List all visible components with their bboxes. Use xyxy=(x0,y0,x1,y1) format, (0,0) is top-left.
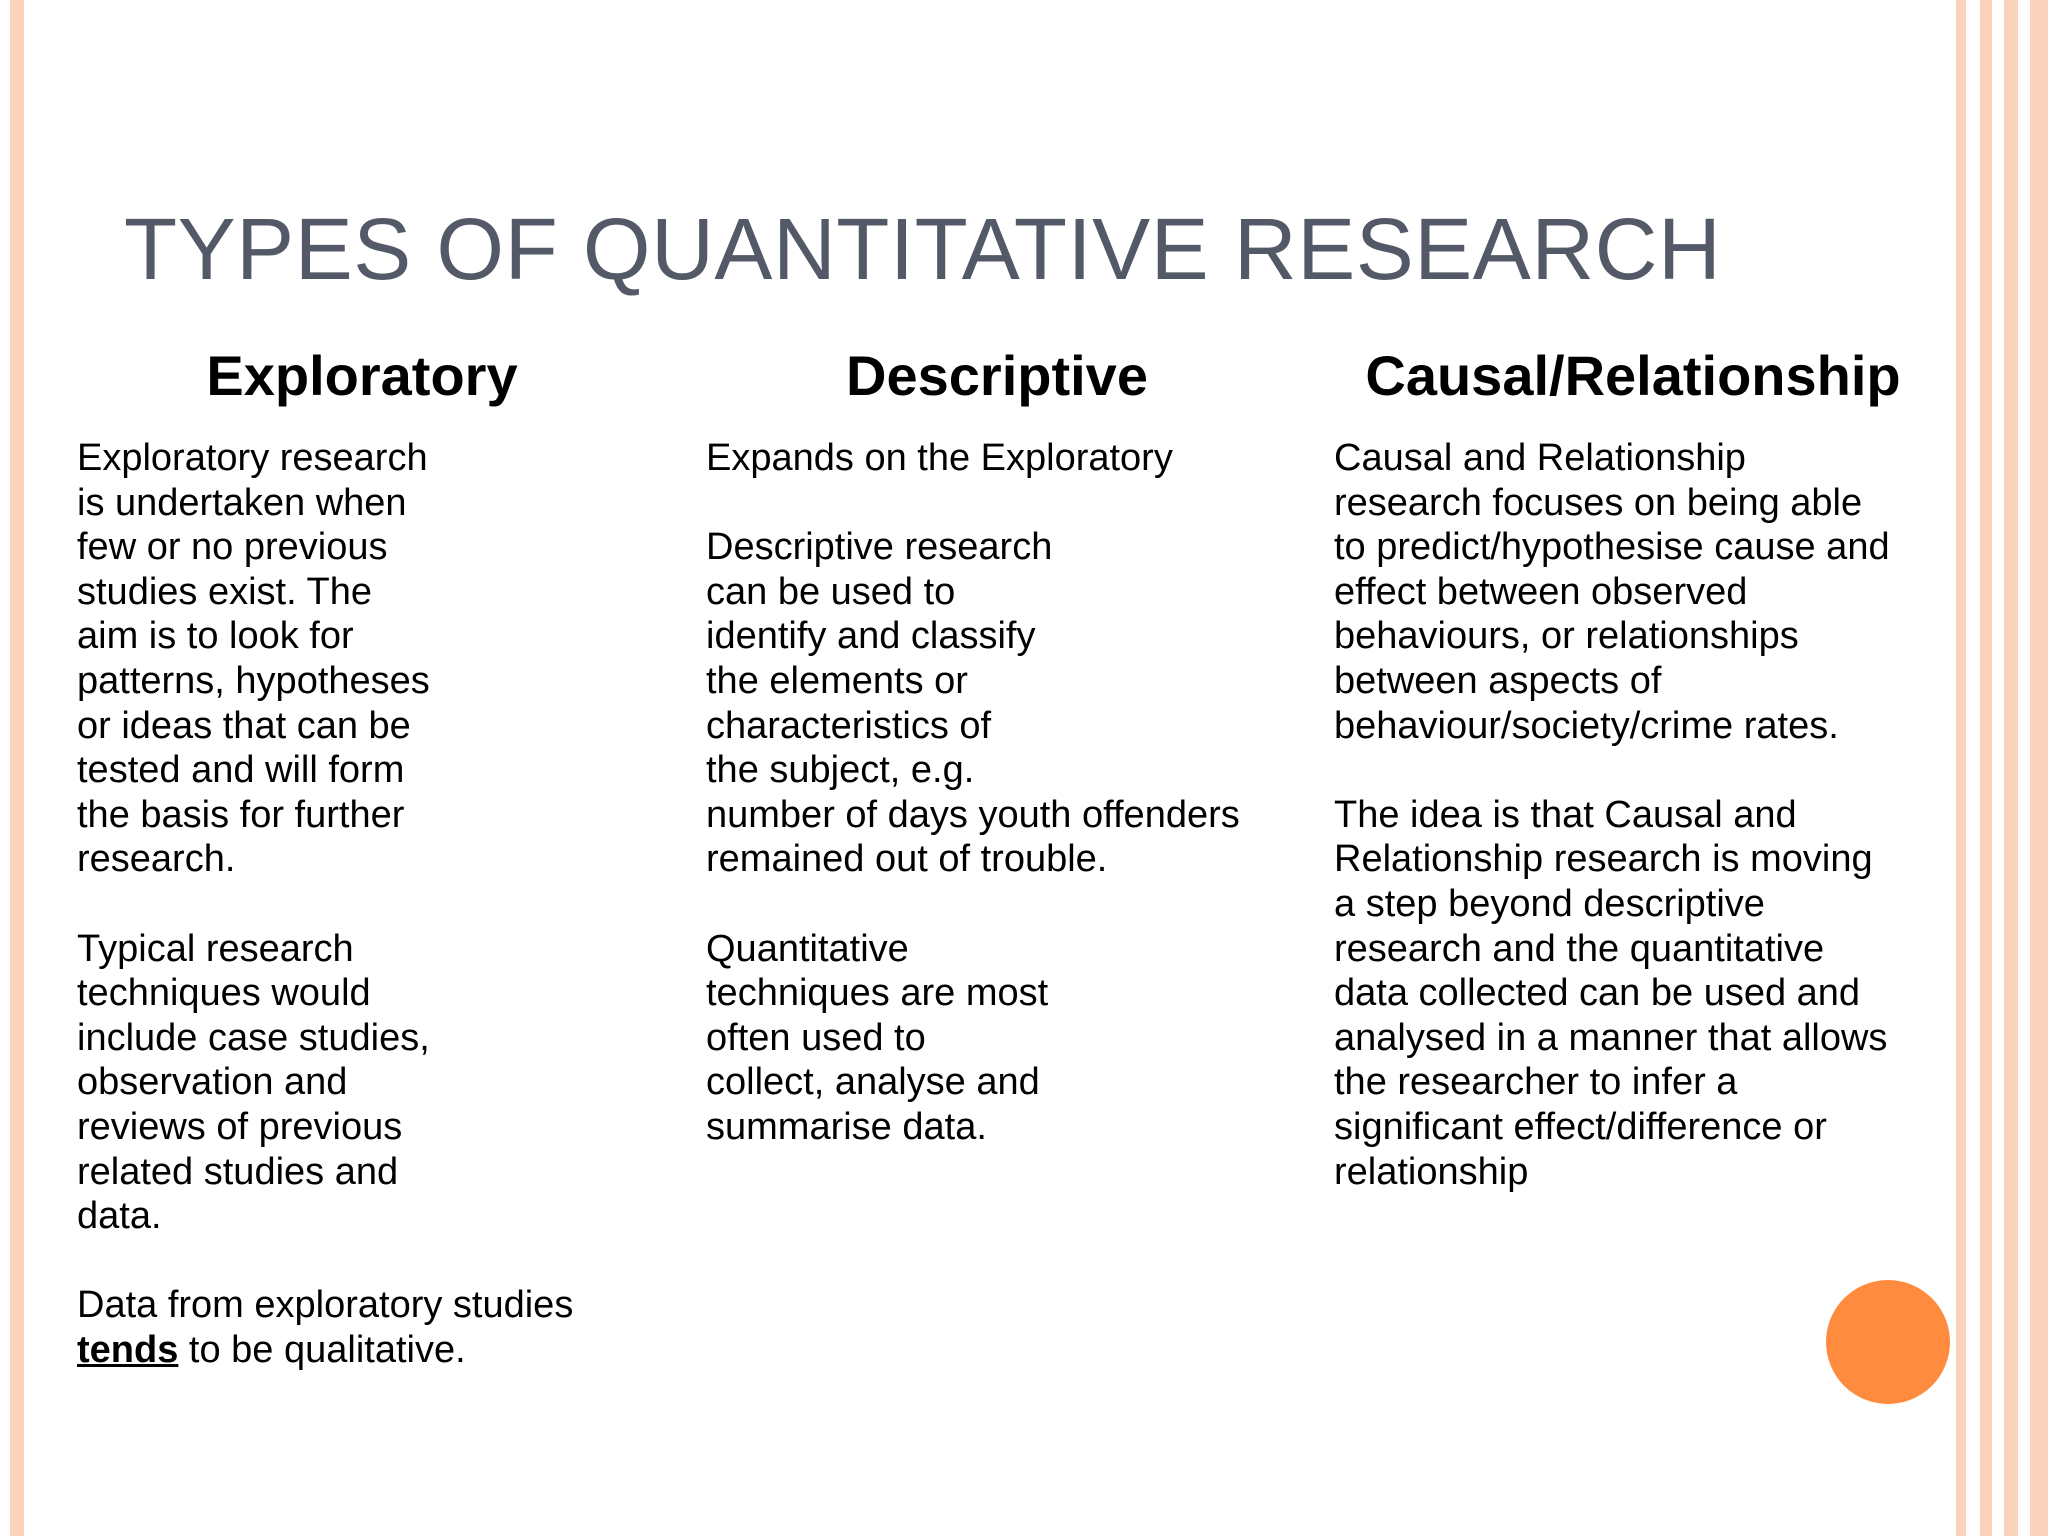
decorative-stripe-right-2 xyxy=(1980,0,1992,1536)
descriptive-paragraph-3: Quantitative techniques are most often used to collect, analyse and summarise data. xyxy=(706,927,1049,1148)
decorative-stripe-right-3 xyxy=(2004,0,2018,1536)
column-causal-relationship xyxy=(1334,340,1944,1194)
decorative-stripe-right-1 xyxy=(1956,0,1966,1536)
column-heading-causal-relationship: Causal/Relationship xyxy=(1365,344,1901,407)
slide-title: TYPES OF QUANTITATIVE RESEARCH xyxy=(124,201,1722,298)
descriptive-paragraph-1: Expands on the Exploratory xyxy=(706,437,1173,479)
causal-paragraph-1: Causal and Relationship research focuses on being able to predict/hypothesise cause and effect between observed behaviours, or relationships between aspects of behaviour/society/crime rates. xyxy=(1334,437,1890,747)
emphasis-tends: tends xyxy=(77,1328,179,1371)
exploratory-final-rest: to be qualitative. xyxy=(178,1328,466,1371)
decorative-orange-circle xyxy=(1826,1280,1950,1404)
causal-paragraph-2: The idea is that Causal and Relationship research is moving a step beyond descriptive research and the quantitative data collected can be used and analysed in a manner that allows the researcher to infer a significant effect/difference or relationship xyxy=(1334,793,1888,1193)
exploratory-paragraph-3 xyxy=(77,1283,637,1372)
exploratory-paragraph-2: Typical research techniques would include case studies, observation and reviews of previous related studies and data. xyxy=(77,927,430,1238)
column-descriptive xyxy=(706,340,1306,1150)
descriptive-paragraph-2: Descriptive research can be used to identify and classify the elements or characteristics of the subject, e.g. number of days youth offenders remained out of trouble. xyxy=(706,526,1240,881)
decorative-stripe-right-4 xyxy=(2030,0,2048,1536)
exploratory-final-line-1: Data from exploratory studies xyxy=(77,1284,574,1327)
exploratory-paragraph-1: Exploratory research is undertaken when few or no previous studies exist. The aim is to look for patterns, hypotheses or ideas that can be tested and will form the basis for further research. xyxy=(77,437,430,881)
column-heading-exploratory: Exploratory xyxy=(206,344,518,407)
column-exploratory xyxy=(77,340,637,1372)
column-heading-descriptive: Descriptive xyxy=(846,344,1148,407)
decorative-stripe-left xyxy=(10,0,24,1536)
